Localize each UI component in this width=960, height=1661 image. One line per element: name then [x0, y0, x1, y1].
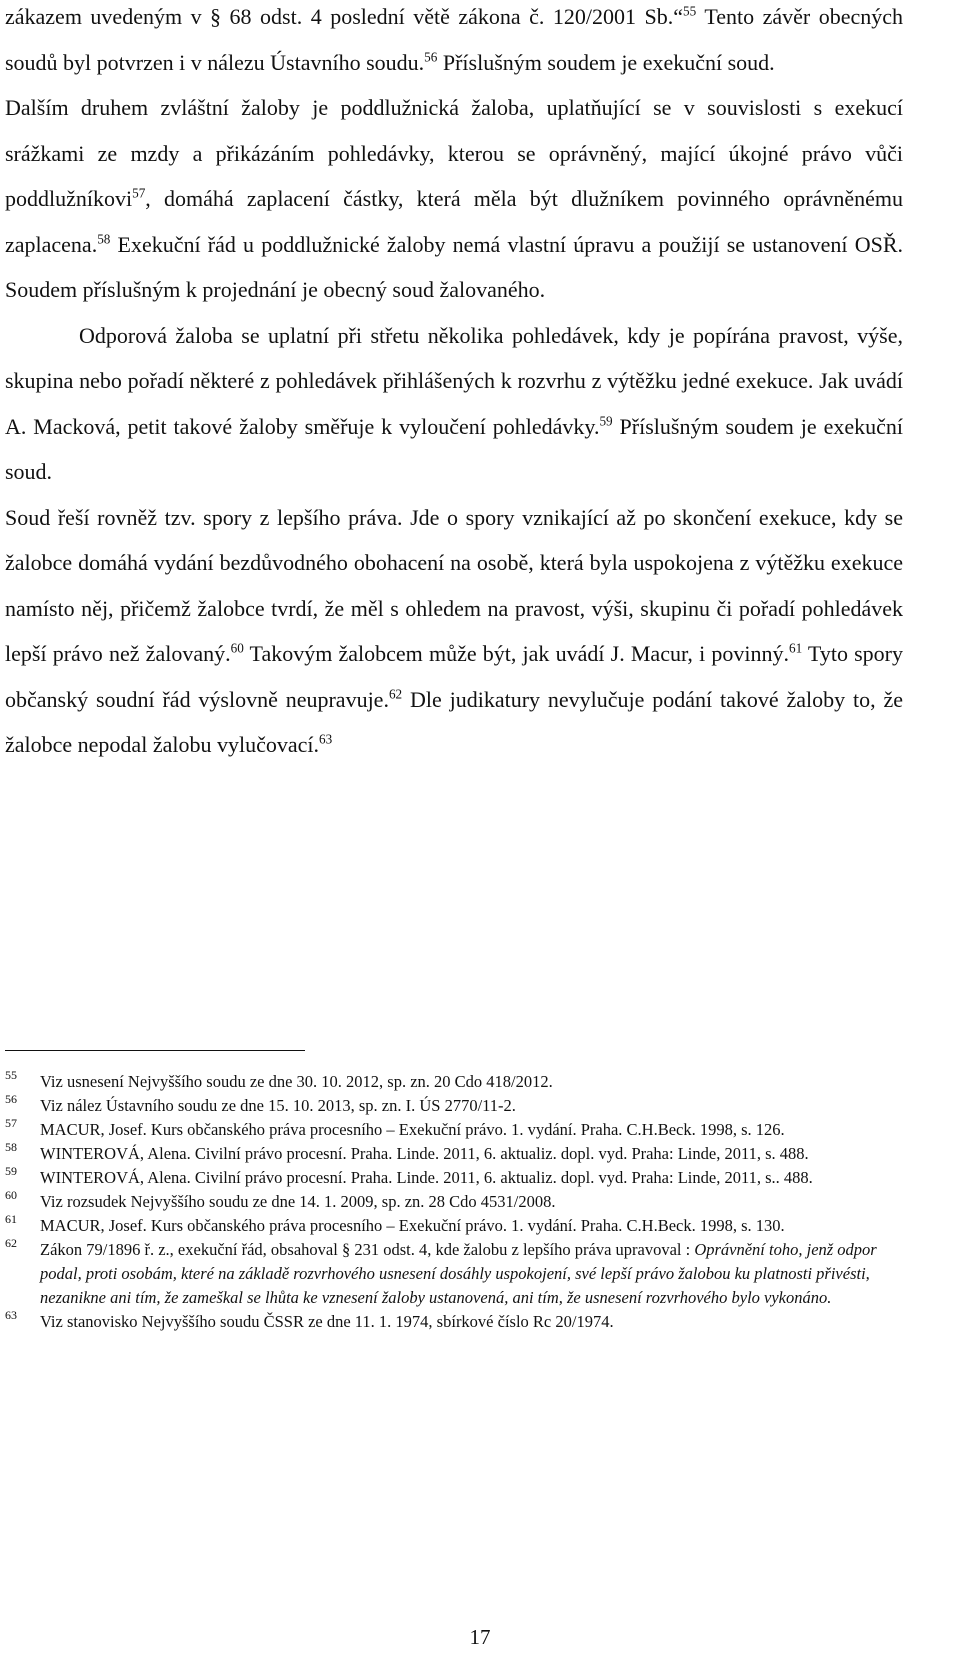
footnotes — [5, 1070, 900, 1334]
footnote-number: 63 — [5, 1308, 17, 1322]
footnote-item — [5, 1094, 900, 1118]
footnote-text: Zákon 79/1896 ř. z., exekuční řád, obsahoval § 231 odst. 4, kde žalobu z lepšího práva upravoval : — [40, 1240, 695, 1259]
footnote-ref-60[interactable]: 60 — [230, 640, 244, 656]
footnote-text: MACUR, Josef. Kurs občanského práva procesního – Exekuční právo. 1. vydání. Praha. C.H.Beck. 1998, s. 126. — [40, 1120, 785, 1139]
footnote-item — [5, 1166, 900, 1190]
footnote-number: 58 — [5, 1140, 17, 1154]
footnote-number: 56 — [5, 1092, 17, 1106]
paragraph-continuation: zákazem uvedeným v § 68 odst. 4 poslední větě zákona č. 120/2001 Sb.“$^{55}$ Tento závěr obecných soudů byl potvrzen i v nálezu Ústavního soudu.$^{56}$ Příslušným soudem je exekuční soud. — [5, 3, 903, 75]
footnote-ref-63[interactable]: 63 — [318, 731, 333, 747]
footnote-ref-56[interactable]: 56 — [424, 48, 438, 64]
footnote-item — [5, 1190, 900, 1214]
footnote-item — [5, 1310, 900, 1334]
footnote-ref-61[interactable]: 61 — [788, 640, 803, 656]
footnote-item — [5, 1214, 900, 1238]
footnote-text: WINTEROVÁ, Alena. Civilní právo procesní. Praha. Linde. 2011, 6. aktualiz. dopl. vyd. Praha: Linde, 2011, s. 488. — [40, 1144, 809, 1163]
footnote-ref-62[interactable]: 62 — [388, 685, 403, 701]
footnote-item — [5, 1118, 900, 1142]
footnote-number: 61 — [5, 1212, 17, 1226]
body-text — [5, 0, 903, 768]
footnote-text: Viz rozsudek Nejvyššího soudu ze dne 14. 1. 2009, sp. zn. 28 Cdo 4531/2008. — [40, 1192, 556, 1211]
paragraph-opposition-action: Odporová žaloba se uplatní při střetu několika pohledávek, kdy je popírána pravost, výše, skupina nebo pořadí některé z pohledávek přihlášených k rozvrhu z výtěžku jedné exekuce. Jak uvádí A. Macková, petit takové žaloby směřuje k vyloučení pohledávky.$^{59}$ Příslušným soudem je exekuční soud. — [5, 322, 903, 484]
footnote-number: 60 — [5, 1188, 17, 1202]
footnote-item — [5, 1142, 900, 1166]
footnote-text: Viz usnesení Nejvyššího soudu ze dne 30. 10. 2012, sp. zn. 20 Cdo 418/2012. — [40, 1072, 553, 1091]
footnote-ref-58[interactable]: 58 — [97, 230, 111, 246]
paragraph-garnishee-action: Dalším druhem zvláštní žaloby je poddlužnická žaloba, uplatňující se v souvislosti s exekucí srážkami ze mzdy a přikázáním pohledávky, kterou se oprávněný, mající úkojné právo vůči poddlužníkovi$^{57}$, domáhá zaplacení částky, která měla být dlužníkem povinného oprávněnému zaplacena.$^{58}$ Exekuční řád u poddlužnické žaloby nemá vlastní úpravu a použijí se ustanovení OSŘ. Soudem příslušným k projednání je obecný soud žalovaného. — [5, 95, 903, 302]
footnote-quote: Oprávnění toho, jenž odpor podal, proti osobám, které na základě rozvrhového usnesení dosáhly uspokojení, své lepší právo žalobou ku platnosti přivésti, nezanikne ani tím, že zameškal se lhůta ke vznesení žaloby ustanovená, ani tím, že usnesení rozvrhového bylo vykonáno. — [40, 1240, 877, 1307]
footnote-text: MACUR, Josef. Kurs občanského práva procesního – Exekuční právo. 1. vydání. Praha. C.H.Beck. 1998, s. 130. — [40, 1216, 785, 1235]
footnote-ref-59[interactable]: 59 — [599, 412, 613, 428]
footnote-text: Viz stanovisko Nejvyššího soudu ČSSR ze dne 11. 1. 1974, sbírkové číslo Rc 20/1974. — [40, 1312, 614, 1331]
footnote-number: 62 — [5, 1236, 17, 1250]
footnote-text: WINTEROVÁ, Alena. Civilní právo procesní. Praha. Linde. 2011, 6. aktualiz. dopl. vyd. Praha: Linde, 2011, s.. 488. — [40, 1168, 813, 1187]
footnote-text: Viz nález Ústavního soudu ze dne 15. 10. 2013, sp. zn. I. ÚS 2770/11-2. — [40, 1096, 516, 1115]
footnote-separator — [5, 1050, 305, 1051]
footnote-number: 55 — [5, 1068, 17, 1082]
footnote-number: 57 — [5, 1116, 17, 1130]
footnote-item — [5, 1070, 900, 1094]
footnote-ref-55[interactable]: 55 — [683, 3, 697, 19]
footnote-ref-57[interactable]: 57 — [132, 185, 146, 201]
footnote-number: 59 — [5, 1164, 17, 1178]
page-number: 17 — [469, 1625, 491, 1649]
footnote-item — [5, 1238, 900, 1310]
paragraph-better-right-disputes: Soud řeší rovněž tzv. spory z lepšího práva. Jde o spory vznikající až po skončení exekuce, kdy se žalobce domáhá vydání bezdůvodného obohacení na osobě, která byla uspokojena z výtěžku exekuce namísto něj, přičemž žalobce tvrdí, že měl s ohledem na pravost, výši, skupinu či pořadí pohledávek lepší právo než žalovaný.$^{60}$ Takovým žalobcem může být, jak uvádí J. Macur, i povinný.$^{61}$ Tyto spory občanský soudní řád výslovně neupravuje.$^{62}$ Dle judikatury nevylučuje podání takové žaloby to, že žalobce nepodal žalobu vylučovací.$^{63}$ — [5, 504, 903, 757]
